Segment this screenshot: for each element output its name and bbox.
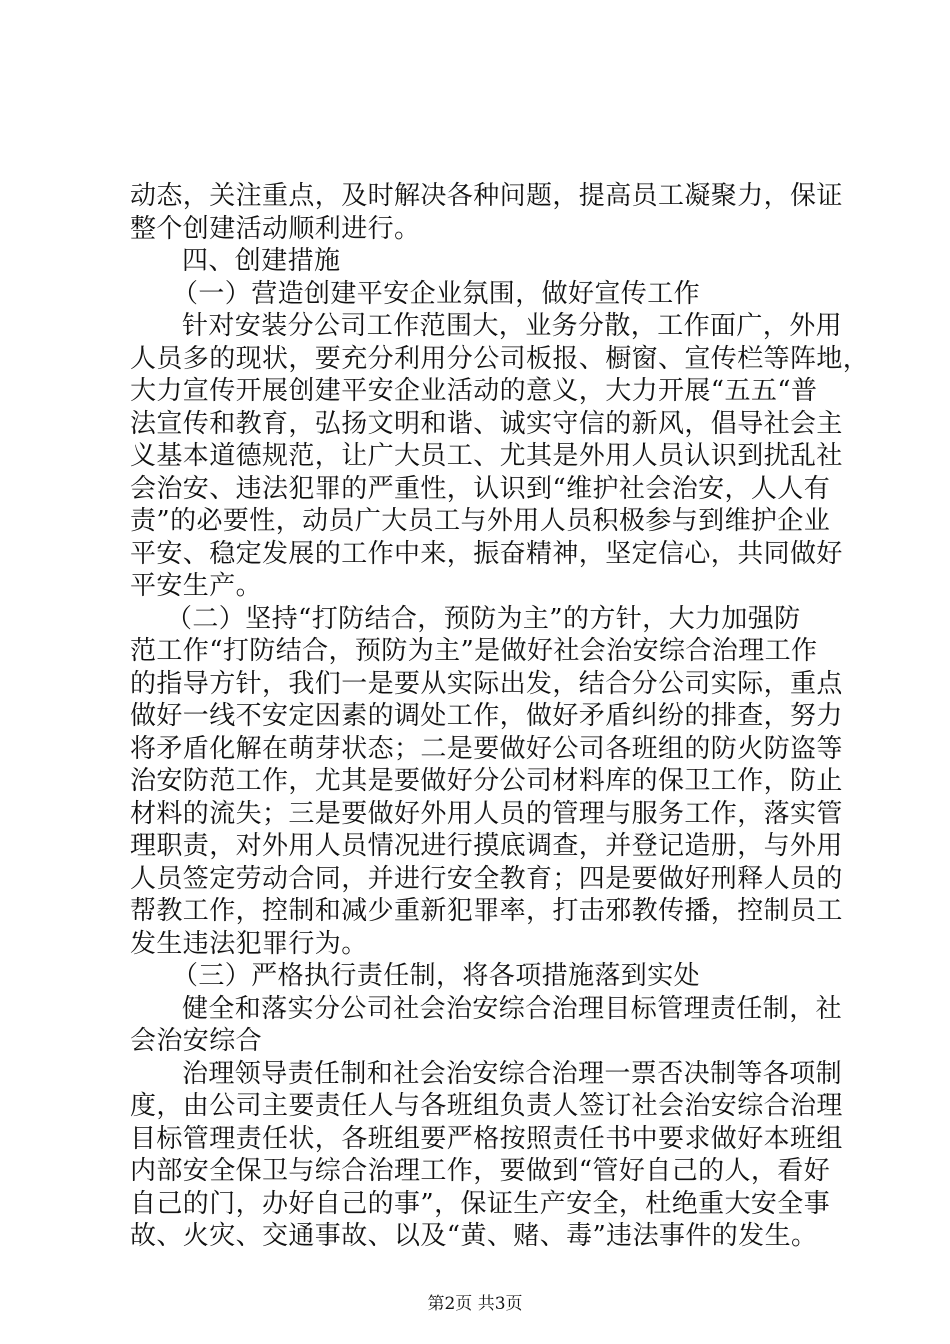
text-line: 法宣传和教育，弘扬文明和谐、诚实守信的新风，倡导社会主 <box>130 408 843 439</box>
text-line: 义基本道德规范，让广大员工、尤其是外用人员认识到扰乱社 <box>130 441 843 471</box>
page-number-footer: 第2页 共3页 <box>427 1294 523 1314</box>
text-line: 度，由公司主要责任人与各班组负责人签订社会治安综合治理 <box>130 1091 843 1121</box>
subsection-heading: （一）营造创建平安企业氛围，做好宣传工作 <box>172 278 701 309</box>
text-line: 帮教工作，控制和减少重新犯罪率，打击邪教传播，控制员工 <box>130 896 843 926</box>
text-line: 故、火灾、交通事故、以及“黄、赌、毒”违法事件的发生。 <box>130 1221 818 1251</box>
text-line: 整个创建活动顺利进行。 <box>130 213 421 244</box>
section-heading: 四、创建措施 <box>182 246 341 276</box>
text-line: 人员签定劳动合同，并进行安全教育；四是要做好刑释人员的 <box>130 863 843 894</box>
text-line: 会治安、违法犯罪的严重性，认识到“维护社会治安，人人有 <box>130 473 831 504</box>
text-line: 将矛盾化解在萌芽状态；二是要做好公司各班组的防火防盗等 <box>130 733 843 764</box>
text-line: 范工作“打防结合，预防为主”是做好社会治安综合治理工作 <box>130 636 818 666</box>
text-line: 会治安综合 <box>130 1026 263 1056</box>
text-line: 的指导方针，我们一是要从实际出发，结合分公司实际，重点 <box>130 668 843 699</box>
text-line: 大力宣传开展创建平安企业活动的意义，大力开展“五五“普 <box>130 376 818 406</box>
paragraph-start: 健全和落实分公司社会治安综合治理目标管理责任制，社 <box>182 993 843 1024</box>
subsection-heading: （二）坚持“打防结合，预防为主”的方针，大力加强防 <box>166 603 801 634</box>
text-line: 动态，关注重点，及时解决各种问题，提高员工凝聚力，保证 <box>130 181 843 211</box>
text-line: 做好一线不安定因素的调处工作，做好矛盾纠纷的排查，努力 <box>130 701 843 731</box>
text-line: 人员多的现状，要充分利用分公司板报、橱窗、宣传栏等阵地， <box>130 343 870 374</box>
text-line: 自己的门，办好自己的事”，保证生产安全，杜绝重大安全事 <box>130 1188 831 1219</box>
paragraph-start: 治理领导责任制和社会治安综合治理一票否决制等各项制 <box>182 1058 843 1089</box>
text-line: 治安防范工作，尤其是要做好分公司材料库的保卫工作，防止 <box>130 766 843 796</box>
document-body <box>130 180 870 1253</box>
text-line: 目标管理责任状，各班组要严格按照责任书中要求做好本班组 <box>130 1123 843 1154</box>
text-line: 理职责，对外用人员情况进行摸底调查，并登记造册，与外用 <box>130 831 843 861</box>
subsection-heading: （三）严格执行责任制，将各项措施落到实处 <box>172 961 701 991</box>
text-line: 发生违法犯罪行为。 <box>130 928 368 959</box>
text-line: 责”的必要性，动员广大员工与外用人员积极参与到维护企业 <box>130 506 831 536</box>
text-line: 平安生产。 <box>130 571 263 601</box>
text-line: 材料的流失；三是要做好外用人员的管理与服务工作，落实管 <box>130 798 843 829</box>
paragraph-start: 针对安装分公司工作范围大，业务分散，工作面广，外用 <box>182 311 843 341</box>
text-line: 内部安全保卫与综合治理工作，要做到“管好自己的人，看好 <box>130 1156 831 1186</box>
text-line: 平安、稳定发展的工作中来，振奋精神，坚定信心，共同做好 <box>130 538 843 569</box>
